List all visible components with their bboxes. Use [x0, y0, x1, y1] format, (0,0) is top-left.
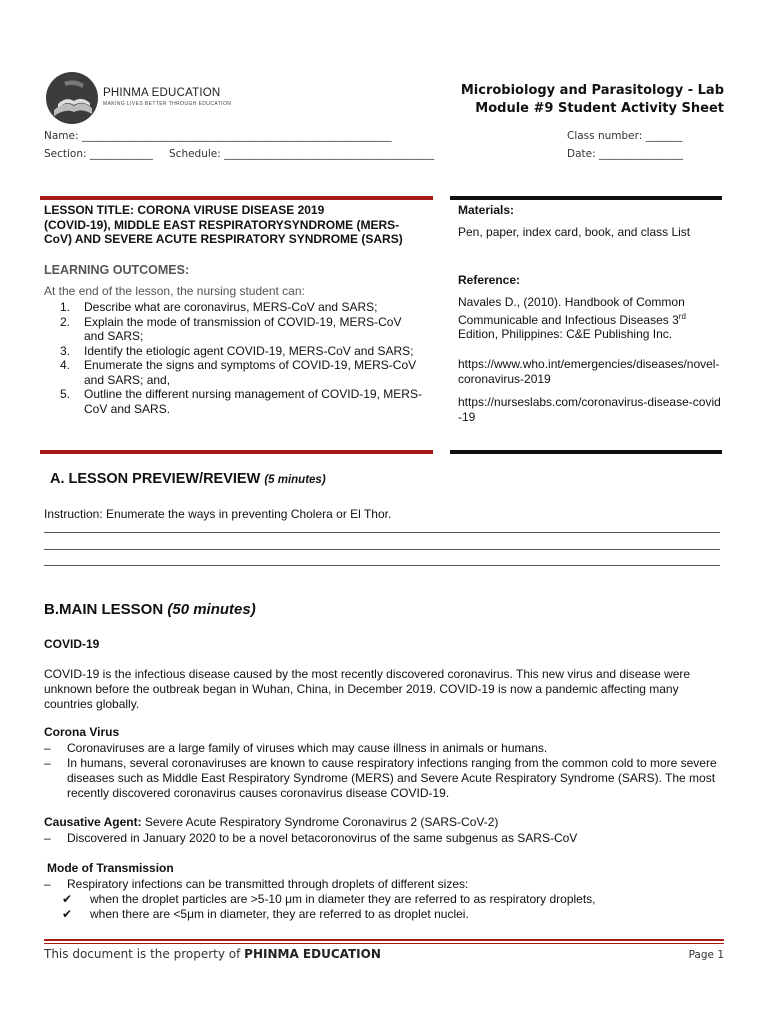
reference-url-who[interactable]: https://www.who.int/emergencies/diseases/novel-coronavirus-2019 — [458, 357, 720, 386]
covid-paragraph: COVID-19 is the infectious disease caused by the most recently discovered coronavirus. This new virus and disease were unknown before the outbreak began in Wuhan, China, in December 2019. COVID-19 is now a pandemic affecting many countries globally. — [44, 667, 691, 711]
list-item — [44, 358, 424, 387]
learning-outcomes-list — [44, 300, 424, 416]
check-icon: ✔ — [62, 907, 73, 921]
lesson-title-line3: CoV) AND SEVERE ACUTE RESPIRATORY SYNDROME (SARS) — [44, 232, 403, 246]
list-number: 2. — [60, 314, 71, 329]
logo-tagline: MAKING LIVES BETTER THROUGH EDUCATION — [103, 101, 232, 107]
footer-divider — [44, 939, 724, 941]
list-item — [44, 387, 424, 416]
section-b-heading — [44, 601, 256, 618]
list-item — [62, 892, 712, 907]
materials-heading: Materials: — [458, 203, 515, 217]
reference-heading: Reference: — [458, 273, 521, 287]
list-item — [44, 741, 720, 756]
list-item — [44, 831, 720, 846]
divider-red-bottom — [40, 450, 433, 454]
list-item — [44, 756, 720, 801]
schedule-field[interactable]: Schedule: ________________________________________ — [169, 148, 435, 160]
list-number: 1. — [60, 300, 71, 314]
divider-red-top — [40, 196, 433, 200]
list-item — [62, 907, 712, 922]
list-text: In humans, several coronaviruses are known to cause respiratory infections ranging from the common cold to more severe diseases such as Middle East Respiratory Syndrome (MERS) and Severe Acute Respiratory Syndrome (SARS). The most recently discovered coronavirus causes coronavirus disease COVID-19. — [67, 756, 717, 800]
reference-citation — [458, 295, 728, 342]
dash-bullet: – — [44, 877, 51, 891]
section-a-time: (5 minutes) — [264, 474, 326, 486]
sheet-title — [461, 82, 724, 118]
list-text: Identify the etiologic agent COVID-19, MERS-CoV and SARS; — [84, 343, 414, 358]
list-item — [44, 344, 424, 359]
section-a-instruction: Instruction: Enumerate the ways in preventing Cholera or El Thor. — [44, 507, 392, 521]
list-item — [44, 300, 424, 315]
list-text: Respiratory infections can be transmitted through droplets of different sizes: — [67, 877, 469, 891]
causative-label: Causative Agent: — [44, 815, 142, 829]
learning-outcomes-intro: At the end of the lesson, the nursing student can: — [44, 284, 305, 298]
check-icon: ✔ — [62, 892, 73, 906]
covid-heading: COVID-19 — [44, 637, 100, 651]
footer-text — [44, 947, 381, 961]
name-field[interactable]: Name: ___________________________________________________________ — [44, 130, 392, 142]
lesson-title — [44, 203, 432, 247]
list-text: Describe what are coronavirus, MERS-CoV and SARS; — [84, 300, 378, 314]
lesson-title-line1: LESSON TITLE: CORONA VIRUSE DISEASE 2019 — [44, 203, 325, 217]
list-item — [44, 315, 424, 344]
learning-outcomes-heading: LEARNING OUTCOMES: — [44, 263, 190, 277]
list-text: Coronaviruses are a large family of viruses which may cause illness in animals or humans. — [67, 741, 548, 755]
section-a-title: A. LESSON PREVIEW/REVIEW — [50, 471, 261, 487]
causative-text: Severe Acute Respiratory Syndrome Coronavirus 2 (SARS-CoV-2) — [141, 815, 499, 829]
section-b-title: B.MAIN LESSON — [44, 601, 164, 618]
list-text: Outline the different nursing management of COVID-19, MERS-CoV and SARS. — [84, 387, 422, 416]
list-number: 3. — [60, 343, 71, 358]
class-number-field[interactable]: Class number: _______ — [567, 130, 683, 142]
lesson-title-line2: (COVID-19), MIDDLE EAST RESPIRATORYSYNDROME (MERS- — [44, 217, 400, 232]
mode-of-transmission-heading: Mode of Transmission — [47, 861, 174, 875]
materials-text: Pen, paper, index card, book, and class List — [458, 225, 691, 239]
answer-line-1[interactable] — [44, 532, 720, 533]
page-number: Page 1 — [688, 949, 724, 961]
list-text: Enumerate the signs and symptoms of COVID-19, MERS-CoV and SARS; and, — [84, 358, 417, 387]
corona-virus-heading: Corona Virus — [44, 725, 120, 739]
answer-line-3[interactable] — [44, 565, 720, 566]
reference-url-nurseslabs[interactable]: https://nurseslabs.com/coronavirus-disease-covid-19 — [458, 395, 721, 424]
section-field[interactable]: Section: ____________ — [44, 148, 153, 160]
phinma-logo-icon — [44, 70, 104, 126]
logo-name: PHINMA EDUCATION — [103, 87, 221, 99]
footer-divider-thin — [44, 943, 724, 944]
footer-property-text: This document is the property of — [44, 947, 245, 961]
dash-bullet: – — [44, 756, 51, 770]
divider-black-bottom — [450, 450, 722, 454]
sheet-title-line2: Module #9 Student Activity Sheet — [475, 101, 724, 116]
date-field[interactable]: Date: ________________ — [567, 148, 683, 160]
list-number: 4. — [60, 358, 71, 372]
list-text: when the droplet particles are >5-10 μm in diameter they are referred to as respiratory droplets, — [90, 892, 596, 906]
dash-bullet: – — [44, 831, 51, 845]
causative-agent — [44, 815, 724, 830]
sheet-title-line1: Microbiology and Parasitology - Lab — [460, 83, 724, 98]
section-a-heading — [50, 471, 326, 487]
citation-sup: rd — [678, 311, 686, 321]
dash-bullet: – — [44, 741, 51, 755]
citation-text: Navales D., (2010). Handbook of Common Communicable and Infectious Diseases 3 — [458, 295, 685, 327]
list-text: Discovered in January 2020 to be a novel betacoronovirus of the same subgenus as SARS-CoV — [67, 831, 578, 845]
answer-line-2[interactable] — [44, 549, 720, 550]
footer-brand: PHINMA EDUCATION — [244, 947, 381, 961]
section-b-time: (50 minutes) — [167, 601, 256, 618]
citation-text-2: Edition, Philippines: C&E Publishing Inc. — [458, 327, 673, 341]
divider-black-top — [450, 196, 722, 200]
list-item — [44, 877, 720, 892]
list-text: when there are <5μm in diameter, they are referred to as droplet nuclei. — [90, 907, 469, 921]
list-number: 5. — [60, 387, 71, 401]
list-text: Explain the mode of transmission of COVID-19, MERS-CoV and SARS; — [84, 314, 402, 343]
